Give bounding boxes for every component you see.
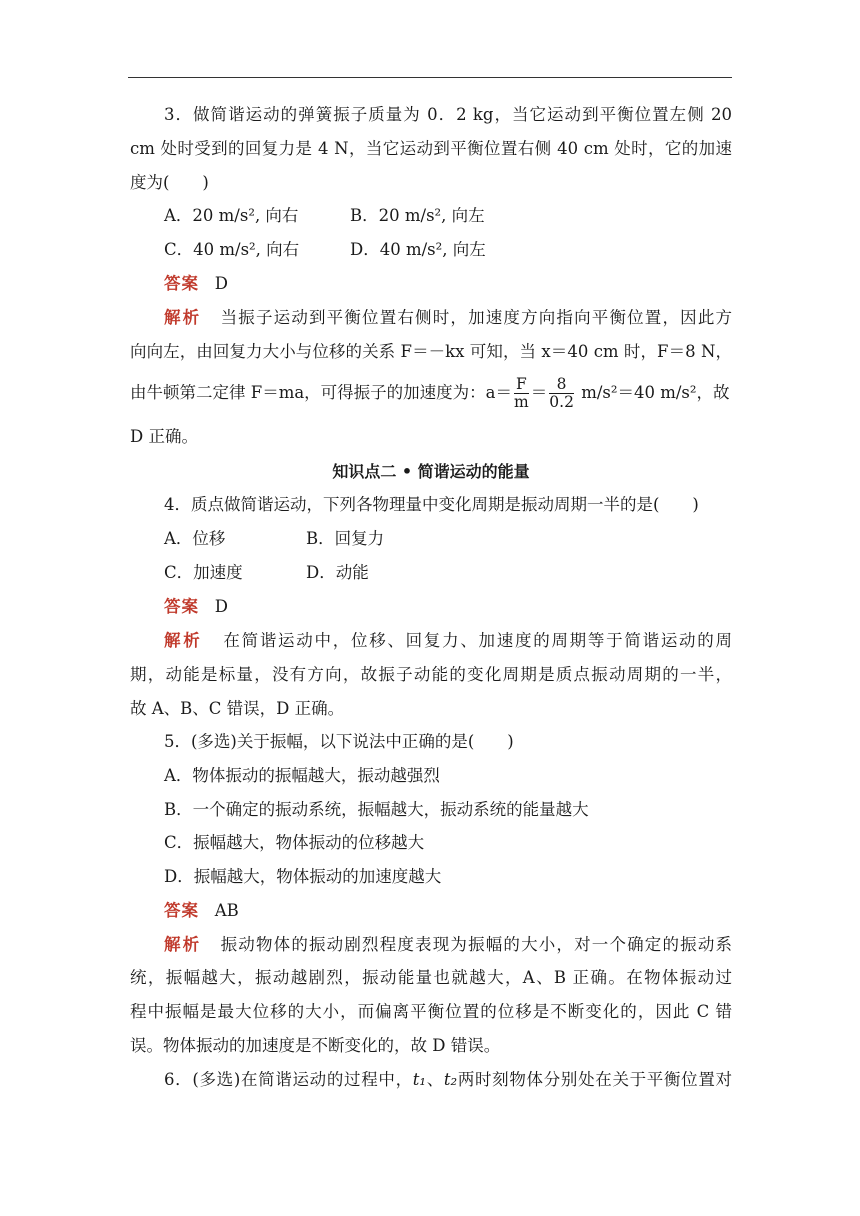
q5-option-d[interactable]: D．振幅越大，物体振动的加速度越大 bbox=[164, 867, 442, 886]
q4-answer bbox=[164, 596, 732, 618]
q6-stem-pre: 6．(多选)在简谐运动的过程中， bbox=[164, 1070, 413, 1089]
q4-analysis-line3: 故 A、B、C 错误，D 正确。 bbox=[130, 699, 345, 718]
answer-value: AB bbox=[214, 901, 239, 920]
q4-stem: 4．质点做简谐运动，下列各物理量中变化周期是振动周期一半的是( ) bbox=[164, 495, 699, 514]
q5-analysis-line3: 程中振幅是最大位移的大小，而偏离平衡位置的位移是不断变化的，因此 C 错 bbox=[130, 1002, 732, 1021]
q5-option-a[interactable]: A．物体振动的振幅越大，振动越强烈 bbox=[164, 766, 440, 785]
separator: 、 bbox=[426, 1070, 444, 1089]
q4-options-row1 bbox=[164, 528, 732, 550]
q3-option-b[interactable]: B．20 m/s², 向左 bbox=[350, 206, 485, 225]
fraction-8-over-0.2 bbox=[549, 376, 574, 411]
q4-options-row2 bbox=[164, 562, 732, 584]
q5-analysis-line4: 误。物体振动的加速度是不断变化的，故 D 错误。 bbox=[130, 1036, 501, 1055]
fraction-numerator: F bbox=[516, 375, 527, 393]
answer-value: D bbox=[214, 274, 228, 293]
answer-value: D bbox=[214, 597, 228, 616]
q4-option-b[interactable]: B．回复力 bbox=[306, 529, 385, 548]
q3-analysis-line4: D 正确。 bbox=[130, 427, 198, 446]
fraction-f-over-m bbox=[514, 376, 529, 411]
q5-stem: 5．(多选)关于振幅，以下说法中正确的是( ) bbox=[164, 732, 514, 751]
q4-analysis-line1 bbox=[164, 630, 732, 652]
q3-analysis-line2: 向向左，由回复力大小与位移的关系 F＝－kx 可知，当 x＝40 cm 时，F＝8 N， bbox=[130, 342, 732, 361]
q6-stem bbox=[164, 1069, 732, 1091]
answer-label: 答案 bbox=[164, 274, 199, 293]
analysis-text: 振动物体的振动剧烈程度表现为振幅的大小，对一个确定的振动系 bbox=[220, 935, 733, 954]
q3-options-row1 bbox=[164, 205, 732, 227]
header-rule bbox=[128, 77, 732, 78]
analysis-text-pre: 由牛顿第二定律 F＝ma，可得振子的加速度为：a＝ bbox=[130, 383, 513, 402]
q3-analysis-line1 bbox=[164, 307, 732, 329]
q5-analysis-line2: 统，振幅越大，振动越剧烈，振动能量也就越大，A、B 正确。在物体振动过 bbox=[130, 968, 732, 987]
q3-stem-line3: 度为( ) bbox=[130, 173, 209, 192]
analysis-label: 解析 bbox=[164, 308, 202, 327]
fraction-numerator: 8 bbox=[549, 376, 574, 394]
q3-answer bbox=[164, 273, 732, 295]
q3-stem-line2: cm 处时受到的回复力是 4 N，当它运动到平衡位置右侧 40 cm 处时，它的加速 bbox=[130, 139, 732, 158]
q3-option-c[interactable]: C．40 m/s², 向右 bbox=[164, 240, 300, 259]
q4-option-c[interactable]: C．加速度 bbox=[164, 563, 243, 582]
answer-label: 答案 bbox=[164, 901, 199, 920]
q4-option-d[interactable]: D．动能 bbox=[306, 563, 369, 582]
q4-analysis-line2: 期，动能是标量，没有方向，故振子动能的变化周期是质点振动周期的一半， bbox=[130, 665, 732, 684]
q3-analysis-line3: 由牛顿第二定律 F＝ma，可得振子的加速度为：a＝ $\frac{F}{m}$ ＝ $\frac{8}{0.2}$ m/s²＝40 m/s²，故 bbox=[130, 375, 730, 411]
q5-answer bbox=[164, 900, 732, 922]
q6-stem-post: 两时刻物体分别处在关于平衡位置对 bbox=[457, 1070, 733, 1089]
analysis-text: 在简谐运动中，位移、回复力、加速度的周期等于简谐运动的周 bbox=[223, 631, 732, 650]
analysis-label: 解析 bbox=[164, 631, 203, 650]
fraction-denominator: 0.2 bbox=[549, 393, 574, 411]
q3-option-a[interactable]: A．20 m/s², 向右 bbox=[164, 206, 299, 225]
t1-symbol: t₁ bbox=[412, 1070, 427, 1089]
analysis-text: 当振子运动到平衡位置右侧时，加速度方向指向平衡位置，因此方 bbox=[220, 308, 733, 327]
q3-stem-line1: 3．做简谐运动的弹簧振子质量为 0．2 kg，当它运动到平衡位置左侧 20 bbox=[164, 105, 732, 124]
analysis-label: 解析 bbox=[164, 935, 202, 954]
fraction-denominator: m bbox=[514, 393, 529, 411]
q5-option-c[interactable]: C．振幅越大，物体振动的位移越大 bbox=[164, 833, 425, 852]
t2-symbol: t₂ bbox=[443, 1070, 458, 1089]
section-heading: 知识点二 • 简谐运动的能量 bbox=[332, 462, 530, 481]
q4-option-a[interactable]: A．位移 bbox=[164, 529, 226, 548]
q5-analysis-line1 bbox=[164, 934, 732, 956]
q3-option-d[interactable]: D．40 m/s², 向左 bbox=[350, 240, 486, 259]
answer-label: 答案 bbox=[164, 597, 199, 616]
q3-options-row2 bbox=[164, 239, 732, 261]
q5-option-b[interactable]: B．一个确定的振动系统，振幅越大，振动系统的能量越大 bbox=[164, 800, 589, 819]
analysis-text-post: m/s²＝40 m/s²，故 bbox=[581, 383, 730, 402]
